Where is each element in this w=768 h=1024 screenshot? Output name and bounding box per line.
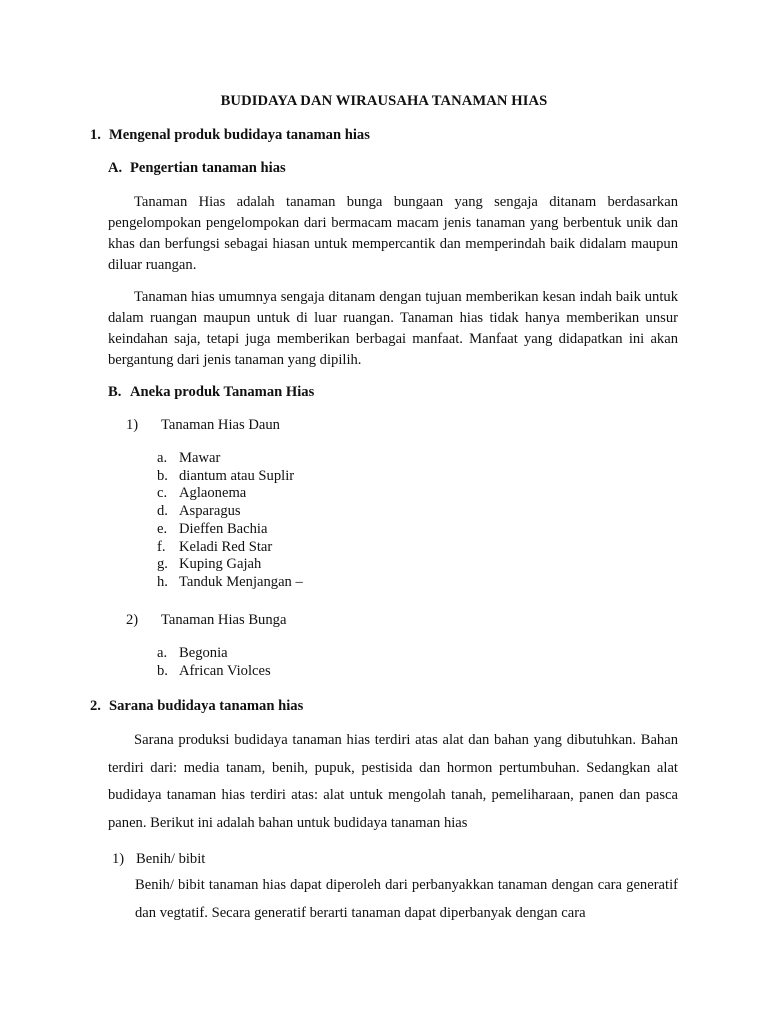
list-item-text: Tanduk Menjangan –: [179, 573, 303, 590]
flower-plant-list: [157, 645, 271, 680]
list-item: [157, 503, 303, 521]
benih-label: Benih/ bibit: [136, 851, 206, 867]
list-item: [157, 556, 303, 574]
list-item: [157, 450, 303, 468]
list-item-text: African Violces: [179, 662, 271, 679]
leaf-plant-list: [157, 450, 303, 592]
list-item-letter: e.: [157, 520, 168, 537]
group-2-number: 2): [126, 612, 139, 628]
list-item: [157, 663, 271, 681]
paragraph-definition-1: Tanaman Hias adalah tanaman bunga bungaan yang sengaja ditanam berdasarkan pengelompokan pengelompokan dari bermacam macam jenis tanaman yang berbentuk unik dan khas dan berfungsi sebagai hiasan untuk mempercantik dan memperindah baik didalam maupun diluar ruangan.: [108, 194, 678, 273]
paragraph-sarana: Sarana produksi budidaya tanaman hias terdiri atas alat dan bahan yang dibutuhkan. Bahan terdiri dari: media tanam, benih, pupuk, pestisida dan hormon pertumbuhan. Sedangkan alat budidaya tanaman hias terdiri atas: alat untuk mengolah tanah, pemeliharaan, panen dan pasca panen. Berikut ini adalah bahan untuk budidaya tanaman hias: [108, 732, 678, 831]
list-item-letter: b.: [157, 662, 168, 679]
list-item-letter: a.: [157, 450, 168, 466]
group-1-number: 1): [126, 417, 139, 433]
subsection-b-title: Aneka produk Tanaman Hias: [130, 384, 315, 400]
list-item-text: Keladi Red Star: [179, 538, 273, 555]
group-1-label: Tanaman Hias Daun: [161, 417, 280, 433]
section-2-title: Sarana budidaya tanaman hias: [109, 698, 304, 714]
paragraph-benih: Benih/ bibit tanaman hias dapat diperoleh dari perbanyakkan tanaman dengan cara generatif dan vegtatif. Secara generatif berarti tanaman dapat diperbanyak dengan cara: [135, 877, 678, 921]
benih-heading: [112, 851, 205, 868]
subsection-b-heading: [108, 384, 314, 401]
benih-number: 1): [112, 851, 125, 867]
list-item-letter: f.: [157, 538, 166, 555]
section-1-number: 1.: [90, 127, 101, 143]
group-2-heading: [126, 612, 286, 629]
list-item-letter: b.: [157, 467, 168, 484]
section-2-number: 2.: [90, 698, 101, 714]
group-1-heading: [126, 417, 280, 434]
list-item-text: Asparagus: [179, 503, 241, 520]
list-item-letter: h.: [157, 573, 168, 590]
list-item-letter: d.: [157, 503, 168, 520]
subsection-a-title: Pengertian tanaman hias: [130, 160, 286, 176]
section-1-heading: [90, 127, 370, 144]
subsection-a-heading: [108, 160, 286, 177]
list-item-text: Kuping Gajah: [179, 556, 262, 573]
subsection-b-letter: B.: [108, 384, 122, 400]
list-item: [157, 468, 303, 486]
list-item: [157, 539, 303, 557]
paragraph-definition-2: Tanaman hias umumnya sengaja ditanam dengan tujuan memberikan kesan indah baik untuk dalam ruangan maupun untuk di luar ruangan. Tanaman hias tidak hanya memberikan unsur keindahan saja, tetapi juga memberikan berbagai manfaat. Manfaat yang didapatkan ini akan bergantung dari jenis tanaman yang dipilih.: [108, 289, 678, 368]
list-item-text: Dieffen Bachia: [179, 520, 268, 537]
list-item: [157, 645, 271, 663]
list-item: [157, 521, 303, 539]
page-title: BUDIDAYA DAN WIRAUSAHA TANAMAN HIAS: [220, 93, 548, 109]
list-item-letter: g.: [157, 556, 168, 573]
list-item-letter: a.: [157, 645, 168, 661]
list-item-letter: c.: [157, 485, 168, 502]
list-item-text: diantum atau Suplir: [179, 467, 295, 484]
list-item: [157, 574, 303, 592]
list-item-text: Begonia: [179, 645, 228, 661]
section-1-title: Mengenal produk budidaya tanaman hias: [109, 127, 370, 143]
group-2-label: Tanaman Hias Bunga: [161, 612, 287, 628]
section-2-heading: [90, 698, 303, 715]
list-item-text: Mawar: [179, 450, 221, 466]
list-item-text: Aglaonema: [179, 485, 247, 502]
list-item: [157, 485, 303, 503]
subsection-a-letter: A.: [108, 160, 123, 176]
